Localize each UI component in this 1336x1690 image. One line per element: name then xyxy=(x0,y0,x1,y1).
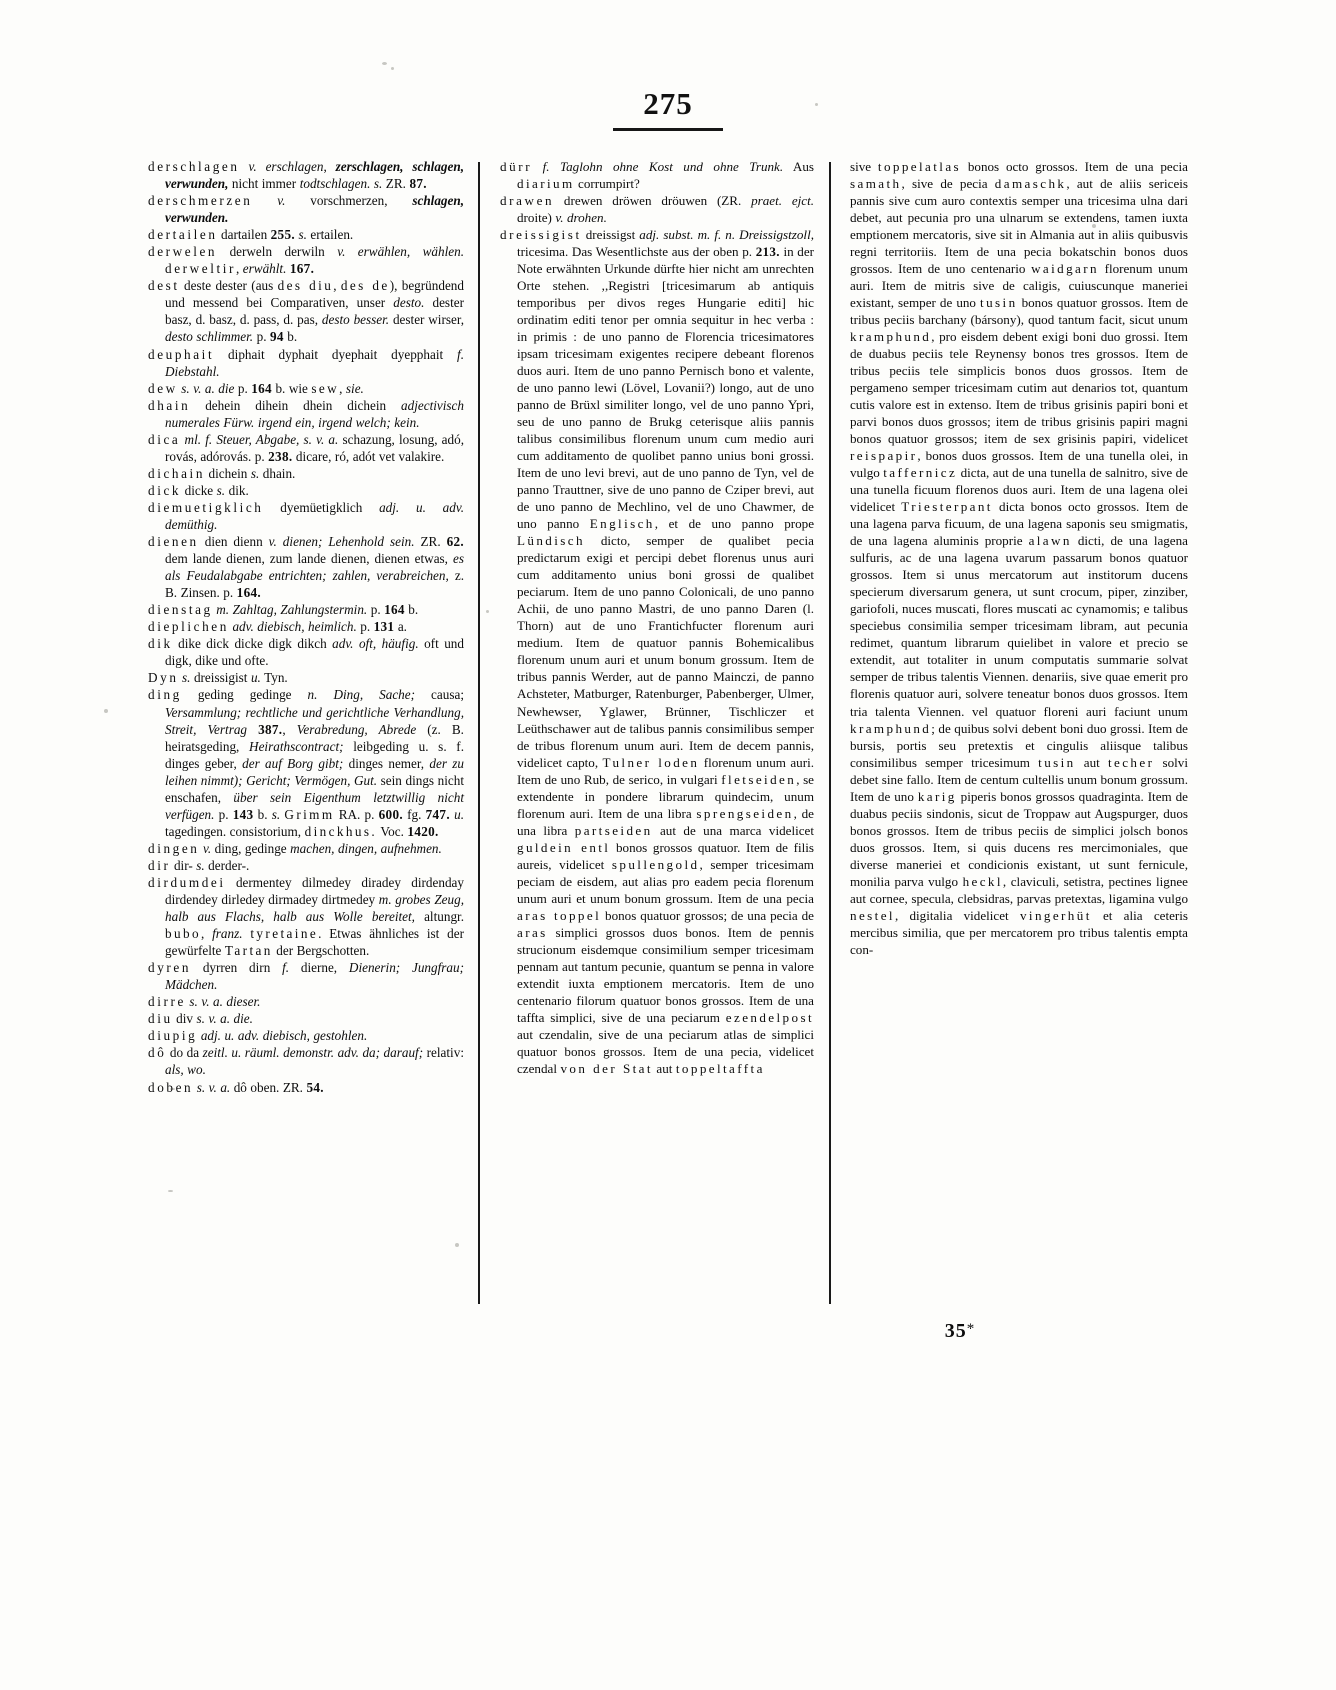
dictionary-entry: sive toppelatlas bonos octo grossos. Item de una pecia samath, sive de pecia damaschk, aut de aliis sericeis pannis sive cum auro contextis semper una tricesima ulna dari debet, aut pecunia pro una ulnarum se extendens, tamen iuxta emptionem mercatoris, sive sit in Almania aut in aliis quibusvis regni territoriis. Item de una pecia bokatschin bonos duos grossos. Item de uno centenario waidgarn florenum unum auri. Item de mitris sive de caligis, cuiuscunque maneriei existant, semper de uno tusin bonos quatuor grossos. Item de tribus peciis barchany (bársony), quod tantum facit, sicut unum kramphund, pro eisdem debent exigi boni duo grossi. Item de duabus peciis tele Reynensy bonos tres grossos. Item de tribus peciis tele simplicis bonos duos grossos. Item de pergameno semper tricesimam cutim aut denarios tot, quantum cutis valore est in extenso. Item de tribus grisinis papiri boni et parvi bonos duos grossos; item de tribus grisinis papiri magni bonos quatuor grossos; item de sex grisinis papiri, videlicet reispapir, bonos duos grossos. Item de una tunella olei, in vulgo taffernicz dicta, aut de una tunella de salnitro, sive de una tunella ficuum florenos duos auri. Item de una lagena olei videlicet Triesterpant dicta bonos octo grossos. Item de una lagena parva ficuum, de una lagena saponis seu smigmatis, de una lagena aluminis proprie alawn dicti, de una lagena sulfuris, ac de una lagena uvarum passarum bonos quatuor grossos. Item si unus mercatorum aut institorum ducens specierum diversarum genera, ut sunt crocum, piper, zinziber, gariofoli, nuces muscati, flores muscati ac cynamomis; e talibus speciebus consimilia semper tricesimam libram, aut pecunia redimet, quantum librarum quielibet in valore et precio se extendit, aut totaliter in unum computatis summarie solvat semper de tribus talentis Viennen. denariis, sive quae emerit pro florenis quatuor auri, solvere teneatur bonos duos grossos. Item tria talenta Viennen. vel quatuor floreni auri faciunt unum kramphund; de quibus solvi debent boni duo grossi. Item de bursis, portis seu pretextis et cingulis aliisque talibus consimilibus semper tricesimum tusin aut techer solvi debet sine fallo. Item de centum cultellis unum bonum grossum. Item de uno karig piperis bonos grossos quadraginta. Item de duabus peciis sindonis, sicut de Troppaw aut Augspurger, duos bonos grossos. Item de tribus peciis de simplici jolsch bonos duos grossos. Item, si quis ducens res mercimoniales, que diverse maneriei et condicionis existant, ut sunt fernicule, monilia parva vulgo heckl, claviculi, setistra, pectines lignee aut cornee, specula, clebsidras, parvas pretextas, ligamina vulgo nestel, digitalia videlicet vingerhüt et alia ceteris mercibus similia, que per mercatorem pro tribus talentis empta con- xyxy=(850,159,1189,957)
dictionary-entry: dienstag m. Zahltag, Zahlungstermin. p. 164 b. xyxy=(148,602,419,618)
dictionary-entry: deuphait diphait dyphait dyephait dyepphait f. Diebstahl. xyxy=(148,346,464,379)
column-1 xyxy=(148,158,478,1308)
header-rule xyxy=(613,128,723,131)
dictionary-entry: diupig adj. u. adv. diebisch, gestohlen. xyxy=(148,1028,368,1044)
scan-speck xyxy=(382,62,387,65)
entry-list-column-1 xyxy=(148,158,464,1096)
dictionary-entry: dürr f. Taglohn ohne Kost und ohne Trunk. Aus diarium corrumpirt? xyxy=(500,159,814,192)
dictionary-entry: dir dir- s. derder-. xyxy=(148,857,250,873)
dictionary-entry: dyren dyrren dirn f. dierne, Dienerin; Jungfrau; Mädchen. xyxy=(148,960,464,993)
scan-speck xyxy=(391,67,394,70)
dictionary-entry: derschmerzen v. vorschmerzen, schlagen, verwunden. xyxy=(148,193,464,226)
dictionary-entry: dica ml. f. Steuer, Abgabe, s. v. a. schazung, losung, adó, rovás, adórovás. p. 238. dicare, ró, adót vet valakire. xyxy=(148,431,464,464)
dictionary-entry: diu div s. v. a. die. xyxy=(148,1011,253,1027)
dictionary-entry: Dyn s. dreissigist u. Tyn. xyxy=(148,670,288,686)
entry-list-column-2 xyxy=(500,158,814,1077)
dictionary-entry: diemuetigklich dyemüetigklich adj. u. adv. demüthig. xyxy=(148,499,464,532)
signature-number: 35 xyxy=(944,1320,967,1342)
column-divider-rule xyxy=(478,162,480,1304)
scan-speck xyxy=(104,709,108,713)
signature-star: * xyxy=(966,1321,976,1337)
dictionary-entry: dew s. v. a. die p. 164 b. wie sew, sie. xyxy=(148,380,364,396)
dictionary-entry: dik dike dick dicke digk dikch adv. oft, häufig. oft und digk, dike und ofte. xyxy=(148,636,464,669)
folio-number: 275 xyxy=(643,86,693,121)
dictionary-entry: dô do da zeitl. u. räuml. demonstr. adv. da; darauf; relativ: als, wo. xyxy=(148,1045,464,1078)
dictionary-entry: dienen dien dienn v. dienen; Lehenhold sein. ZR. 62. dem lande dienen, zum lande dienen, dienen etwas, es als Feudalabgabe entrichten; zahlen, verabreichen, z. B. Zinsen. p. 164. xyxy=(148,534,464,601)
dictionary-entry: dirre s. v. a. dieser. xyxy=(148,994,261,1010)
entry-list-column-3 xyxy=(850,158,1188,958)
dictionary-entry: dreissigist dreissigst adj. subst. m. f. n. Dreissigstzoll, tricesima. Das Wesentlichste aus der oben p. 213. in der Note erwähnten Urkunde dürfte hier nicht am unrechten Orte stehen. ,,Registri [tricesimarum ab antiquis temporibus per divos reges Hungarie editi] hic ordinatim editi tenor per omnia sequitur in hec verba : in primis : de uno panno de Florencia tricesimatores ipsam tricesimam exigentes recipere debeant florenos duos auri. Item de uno panno Pernisch bono et valente, de uno panno lewi (Lövel, Lovanii?) longo, aut de uno panno de Brüxl similiter longo, vel de uno panno Ypri, seu de uno panno de Brukg ceterisque aliis pannis talibus consimilibus florenum unum cum medio auri cum additamento de quolibet panno unius boni grossi. Item de uno levi brevi, aut de uno panno de Tyn, vel de panno Trauttner, sive de uno panno de Cziper brevi, aut de uno panno de Mechlino, vel de uno Chawmer, de uno panno Englisch, et de uno panno prope Lündisch dicto, semper de qualibet pecia predictarum exigi et percipi debet florenus unus auri cum additamento unius boni grossi de qualibet peciarum. Item de uno panno Colonicali, de uno panno Achii, de uno panno Mastri, de uno panno Daren (l. Thorn) aut de uno Frantichfucter florenum auri medium. Item de quatuor pannis Bohemicalibus florenum unum auri et unum bonum grossum. Item de tribus pannis Werder, aut de panno Mainczi, de panno Achsteter, Matburger, Ratenburger, Pabenberger, Ulmer, Newhewser, Yglawer, Brünner, Tischliczer et Leüthschawer aut de talibus pannis consimilibus semper de tribus florenum unum auri. Item de decem pannis, videlicet capto, Tulner loden florenum unum auri. Item de uno Rub, de serico, in vulgari fletseiden, se extendente in pondere librarum quindecim, unum florenum auri. Item de una libra sprengseiden, de una libra partseiden aut de una marca videlicet guldein entl bonos grossos quatuor. Item de filis aureis, videlicet spullengold, semper tricesimam peciam de eisdem, aut alias pro eadem pecia florenum unum auri et unum bonum grossum. Item de una pecia aras toppel bonos quatuor grossos; de una pecia de aras simplici grossos duos bonos. Item de pennis strucionum eisdemque consimilium semper tricesimam pennam aut tantum pecunie, quantum se penna in valore extendit iuxta emptionem mercatoris. Item de uno centenario filorum quatuor bonos grossos. Item de una taffta simplici, sive de una peciarum ezendelpost aut czendalin, sive de una peciarum atlas de simplici quatuor bonos grossos. Item de una pecia, videlicet czendal von der Stat aut toppeltaffta xyxy=(500,227,815,1076)
signature-mark xyxy=(900,1320,1020,1343)
dictionary-entry: dirdumdei dermentey dilmedey diradey dirdenday dirdendey dirledey dirmadey dirtmedey m. grobes Zeug, halb aus Flachs, halb aus Wolle bereitet, altungr. bubo, franz. tyretaine. Etwas ähnliches ist der gewürfelte Tartan der Bergschotten. xyxy=(148,874,464,959)
column-divider-rule xyxy=(829,162,831,1304)
dictionary-entry: dick dicke s. dik. xyxy=(148,482,249,498)
text-columns xyxy=(148,158,1188,1308)
dictionary-entry: dieplichen adv. diebisch, heimlich. p. 131 a. xyxy=(148,619,407,635)
dictionary-entry: drawen drewen dröwen dröuwen (ZR. praet. ejct. droite) v. drohen. xyxy=(500,193,814,226)
dictionary-entry: ding geding gedinge n. Ding, Sache; causa; Versammlung; rechtliche und gerichtliche Verhandlung, Streit, Vertrag 387., Verabredung, Abrede (z. B. heiratsgeding, Heirathscontract; leibgeding u. s. f. dinges geber, der auf Borg gibt; dinges nemer, der zu leihen nimmt); Gericht; Vermögen, Gut. sein dings nicht enschafen, über sein Eigenthum letztwillig nicht verfügen. p. 143 b. s. Grimm RA. p. 600. fg. 747. u. tagedingen. consistorium, dinckhus. Voc. 1420. xyxy=(148,687,465,839)
dictionary-entry: derwelen derweln derwiln v. erwählen, wählen. derweltir, erwählt. 167. xyxy=(148,244,465,277)
dictionary-entry: dest deste dester (aus des diu, des de), begründend und messend bei Comparativen, unser desto. dester basz, d. basz, d. pass, d. pas, desto besser. dester wirser, desto schlimmer. p. 94 b. xyxy=(148,278,464,345)
dictionary-entry: doben s. v. a. dô oben. ZR. 54. xyxy=(148,1079,324,1095)
page-header xyxy=(0,88,1336,131)
column-3 xyxy=(828,158,1188,1308)
dictionary-entry: dhain dehein dihein dhein dichein adjectivisch numerales Fürw. irgend ein, irgend welch; kein. xyxy=(148,397,464,430)
dictionary-entry: dingen v. ding, gedinge machen, dingen, aufnehmen. xyxy=(148,840,442,856)
dictionary-entry: dertailen dartailen 255. s. ertailen. xyxy=(148,227,354,243)
dictionary-entry: dichain dichein s. dhain. xyxy=(148,465,296,481)
dictionary-entry: derschlagen v. erschlagen, zerschlagen, schlagen, verwunden, nicht immer todtschlagen. s. ZR. 87. xyxy=(148,159,465,192)
column-2 xyxy=(478,158,828,1308)
